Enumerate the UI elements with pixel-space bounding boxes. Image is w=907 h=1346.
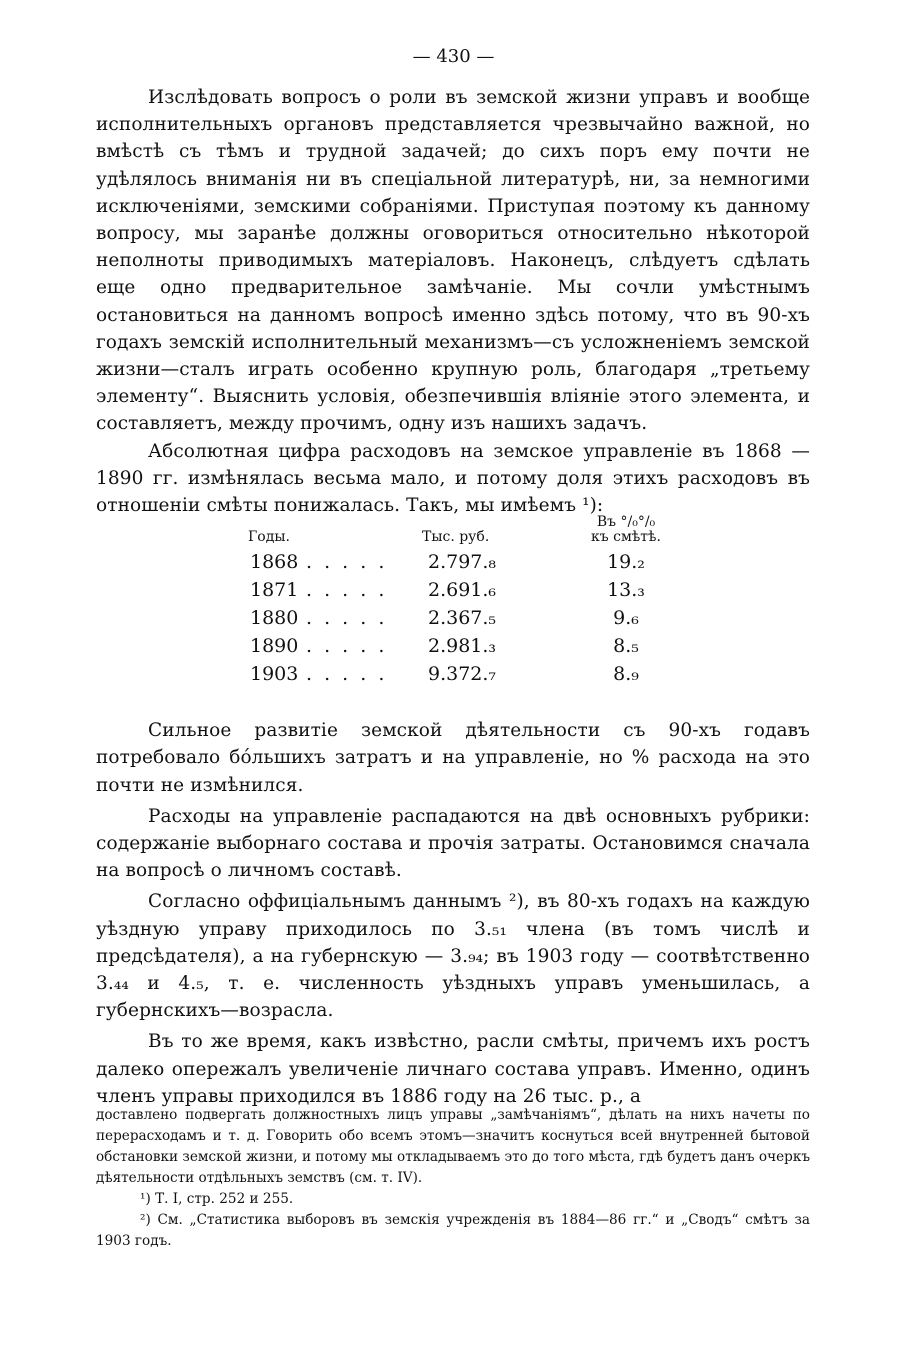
row-value: 2.367.₅	[428, 607, 497, 630]
row-dots: . . . . .	[306, 607, 388, 630]
table-row	[96, 607, 810, 635]
paragraph-expenses: Абсолютная цифра расходовъ на земское управленіе въ 1868 — 1890 гг. измѣнялась весьма мало, и потому доля этихъ расходовъ въ отношеніи смѣты понижалась. Такъ, мы имѣемъ ¹):	[96, 440, 810, 517]
row-percent: 8.₉	[613, 663, 639, 686]
table-row	[96, 663, 810, 691]
row-percent: 13.₃	[607, 579, 645, 602]
row-value: 2.691.₆	[428, 579, 497, 602]
table-row	[96, 635, 810, 663]
footnote-continuation: доставлено подвергать должностныхъ лицъ управы „замѣчаніямъ“, дѣлать на нихъ начеты по перерасходамъ и т. д. Говорить обо всемъ этомъ—значитъ коснуться всей внутренней бытовой обстановки земской жизни, и потому мы откладываемъ это до того мѣста, гдѣ будетъ данъ очеркъ дѣятельности отдѣльныхъ земствъ (см. т. IV).	[96, 1107, 810, 1186]
table-header-thousand-rub: Тыс. руб.	[422, 529, 490, 546]
table-header-percent	[580, 515, 672, 545]
table-row	[96, 579, 810, 607]
table-header-percent-line1: Въ °/₀°/₀	[596, 514, 656, 531]
expenses-table	[96, 514, 810, 707]
row-dots: . . . . .	[306, 579, 388, 602]
table-header-years: Годы.	[248, 529, 290, 546]
row-year: 1903	[250, 663, 299, 686]
row-percent: 8.₅	[613, 635, 639, 658]
row-dots: . . . . .	[306, 635, 388, 658]
row-value: 2.797.₈	[428, 551, 497, 574]
row-dots: . . . . .	[306, 663, 388, 686]
paragraph-budget-growth: Въ то же время, какъ извѣстно, расли смѣты, причемъ ихъ ростъ далеко опережалъ увеличеніе личнаго состава управъ. Именно, одинъ членъ управы приходился въ 1886 году на 26 тыс. р., а	[96, 1031, 810, 1107]
paragraph-growth: Сильное развитіе земской дѣятельности съ 90-хъ годавъ потребовало бо́льшихъ затратъ и на управленіе, но % расхода на это почти не измѣнился.	[96, 720, 810, 796]
row-year: 1890	[250, 635, 299, 658]
table-header-percent-line2: къ смѣтѣ.	[591, 529, 661, 546]
paragraph-official-data: Согласно оффиціальнымъ даннымъ ²), въ 80-хъ годахъ на каждую уѣздную управу приходилось по 3.₅₁ члена (въ томъ числѣ и предсѣдателя), а на губернскую — 3.₉₄; въ 1903 году — соотвѣтственно 3.₄₄ и 4.₅, т. е. численность уѣздныхъ управъ уменьшилась, а губернскихъ—возрасла.	[96, 891, 810, 1022]
row-percent: 9.₆	[613, 607, 639, 630]
footnotes	[96, 1105, 810, 1252]
row-value: 2.981.₃	[428, 635, 497, 658]
row-year: 1871	[250, 579, 299, 602]
main-text	[96, 84, 810, 1110]
row-dots: . . . . .	[306, 551, 388, 574]
page-number: — 430 —	[412, 46, 495, 67]
table-row	[96, 551, 810, 579]
row-year: 1868	[250, 551, 299, 574]
footnote-1: ¹) Т. I, стр. 252 и 255.	[140, 1191, 294, 1207]
footnote-2: ²) См. „Статистика выборовъ въ земскія учрежденія въ 1884—86 гг.“ и „Сводъ“ смѣтъ за 1903 годъ.	[96, 1212, 810, 1249]
paragraph-intro: Изслѣдовать вопросъ о роли въ земской жизни управъ и вообще исполнительныхъ органовъ представляется чрезвычайно важной, но вмѣстѣ съ тѣмъ и трудной задачей; до сихъ поръ ему почти не удѣлялось вниманія ни въ спеціальной литературѣ, ни, за немногими исключеніями, земскими собраніями. Приступая поэтому къ данному вопросу, мы заранѣе должны оговориться относительно нѣкоторой неполноты приводимыхъ матеріаловъ. Наконецъ, слѣдуетъ сдѣлать еще одно предварительное замѣчаніе. Мы сочли умѣстнымъ остановиться на данномъ вопросѣ именно здѣсь потому, что въ 90-хъ годахъ земскій исполнительный механизмъ—съ усложненіемъ земской жизни—сталъ играть особенно крупную роль, благодаря „третьему элементу“. Выяснить условія, обезпечившія вліяніе этого элемента, и составляетъ, между прочимъ, одну изъ нашихъ задачъ.	[96, 87, 810, 435]
paragraph-rubrics: Расходы на управленіе распадаются на двѣ основныхъ рубрики: содержаніе выборнаго состава и прочія затраты. Остановимся сначала на вопросѣ о личномъ составѣ.	[96, 805, 810, 882]
row-percent: 19.₂	[607, 551, 645, 574]
row-value: 9.372.₇	[428, 663, 497, 686]
row-year: 1880	[250, 607, 299, 630]
